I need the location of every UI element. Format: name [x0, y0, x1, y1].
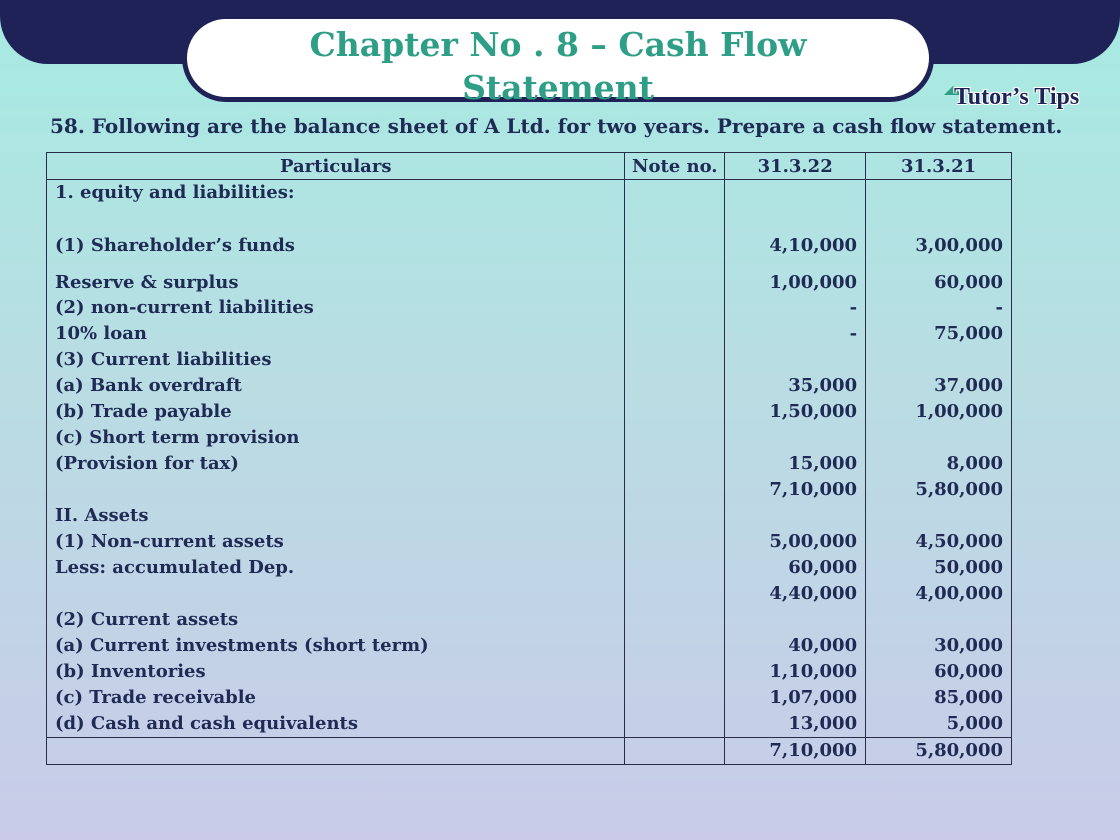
cell-value-2021: 75,000 — [866, 321, 1012, 347]
header-year-2021: 31.3.21 — [866, 153, 1012, 180]
cell-note — [625, 555, 725, 581]
cell-note — [625, 477, 725, 503]
cell-particular: (1) Non-current assets — [47, 529, 625, 555]
cell-note — [625, 451, 725, 477]
table-row — [47, 555, 1012, 581]
cell-value-2022 — [725, 180, 866, 207]
cell-particular: II. Assets — [47, 503, 625, 529]
cell-value-2022: 35,000 — [725, 373, 866, 399]
cell-note — [625, 659, 725, 685]
header-year-2022: 31.3.22 — [725, 153, 866, 180]
cell-note — [625, 685, 725, 711]
cell-value-2021 — [866, 607, 1012, 633]
table-row — [47, 259, 1012, 295]
cell-particular: (Provision for tax) — [47, 451, 625, 477]
cell-value-2021: 4,00,000 — [866, 581, 1012, 607]
cell-value-2022: 7,10,000 — [725, 477, 866, 503]
cell-note — [625, 373, 725, 399]
cell-value-2022: 5,00,000 — [725, 529, 866, 555]
table-row — [47, 633, 1012, 659]
cell-note — [625, 581, 725, 607]
cell-value-2021: 37,000 — [866, 373, 1012, 399]
cell-value-2022: 1,07,000 — [725, 685, 866, 711]
cell-note — [625, 529, 725, 555]
cell-particular: Less: accumulated Dep. — [47, 555, 625, 581]
table-row — [47, 738, 1012, 765]
table-row — [47, 295, 1012, 321]
cell-particular: (2) Current assets — [47, 607, 625, 633]
cell-value-2022 — [725, 347, 866, 373]
cell-value-2022 — [725, 503, 866, 529]
question-text: 58. Following are the balance sheet of A Ltd. for two years. Prepare a cash flow statement. — [50, 114, 1063, 138]
cell-value-2022: 40,000 — [725, 633, 866, 659]
cell-particular: (3) Current liabilities — [47, 347, 625, 373]
cell-value-2021 — [866, 347, 1012, 373]
table-row — [47, 321, 1012, 347]
table-row — [47, 659, 1012, 685]
cell-value-2021: 30,000 — [866, 633, 1012, 659]
page-title — [187, 19, 929, 109]
cell-note — [625, 607, 725, 633]
cell-particular: (1) Shareholder’s funds — [47, 206, 625, 259]
cell-note — [625, 425, 725, 451]
table-row — [47, 477, 1012, 503]
cell-note — [625, 321, 725, 347]
cell-note — [625, 399, 725, 425]
cell-note — [625, 738, 725, 765]
cell-value-2022: 4,40,000 — [725, 581, 866, 607]
cell-note — [625, 711, 725, 738]
cell-note — [625, 180, 725, 207]
table-row — [47, 607, 1012, 633]
cell-note — [625, 295, 725, 321]
balance-sheet-table — [46, 152, 1012, 765]
table-row — [47, 425, 1012, 451]
cell-value-2021: 5,80,000 — [866, 738, 1012, 765]
cell-value-2021: 85,000 — [866, 685, 1012, 711]
table-row — [47, 529, 1012, 555]
table-header-row — [47, 153, 1012, 180]
cell-value-2021: 4,50,000 — [866, 529, 1012, 555]
cell-value-2022: 4,10,000 — [725, 206, 866, 259]
cell-particular — [47, 477, 625, 503]
cell-value-2022 — [725, 607, 866, 633]
cell-note — [625, 347, 725, 373]
cell-value-2022: 7,10,000 — [725, 738, 866, 765]
tutors-tips-logo — [944, 80, 1084, 118]
cell-particular: (b) Trade payable — [47, 399, 625, 425]
table-row — [47, 685, 1012, 711]
cell-value-2022: 1,00,000 — [725, 259, 866, 295]
cell-particular: (c) Short term provision — [47, 425, 625, 451]
cell-value-2022: - — [725, 295, 866, 321]
table-row — [47, 399, 1012, 425]
cell-particular — [47, 738, 625, 765]
cell-value-2021: 60,000 — [866, 659, 1012, 685]
cell-value-2021: 8,000 — [866, 451, 1012, 477]
cell-particular: (c) Trade receivable — [47, 685, 625, 711]
cell-value-2022: 1,50,000 — [725, 399, 866, 425]
cell-note — [625, 259, 725, 295]
table-row — [47, 503, 1012, 529]
cell-particular: Reserve & surplus — [47, 259, 625, 295]
table-row — [47, 180, 1012, 207]
table-row — [47, 347, 1012, 373]
cell-particular: 10% loan — [47, 321, 625, 347]
cell-note — [625, 503, 725, 529]
cell-particular: (a) Current investments (short term) — [47, 633, 625, 659]
table-row — [47, 206, 1012, 259]
cell-note — [625, 633, 725, 659]
cell-note — [625, 206, 725, 259]
logo-text: Tutor’s Tips — [954, 84, 1080, 110]
cell-value-2021 — [866, 180, 1012, 207]
cell-value-2022: 1,10,000 — [725, 659, 866, 685]
header-particulars: Particulars — [47, 153, 625, 180]
cell-value-2021: - — [866, 295, 1012, 321]
cell-value-2021: 3,00,000 — [866, 206, 1012, 259]
cell-particular: (a) Bank overdraft — [47, 373, 625, 399]
cell-value-2021: 5,000 — [866, 711, 1012, 738]
table-row — [47, 711, 1012, 738]
title-banner — [182, 14, 934, 107]
title-line-1: Chapter No . 8 – Cash Flow — [309, 25, 807, 64]
cell-particular: (2) non-current liabilities — [47, 295, 625, 321]
title-line-2: Statement — [462, 68, 654, 107]
cell-value-2021: 60,000 — [866, 259, 1012, 295]
cell-value-2022: 60,000 — [725, 555, 866, 581]
cell-value-2021: 1,00,000 — [866, 399, 1012, 425]
table-row — [47, 581, 1012, 607]
cell-particular: 1. equity and liabilities: — [47, 180, 625, 207]
cell-particular: (b) Inventories — [47, 659, 625, 685]
cell-value-2021 — [866, 425, 1012, 451]
cell-particular — [47, 581, 625, 607]
header-note-no: Note no. — [625, 153, 725, 180]
table-row — [47, 373, 1012, 399]
cell-value-2021: 5,80,000 — [866, 477, 1012, 503]
cell-value-2022: 13,000 — [725, 711, 866, 738]
cell-value-2021 — [866, 503, 1012, 529]
cell-value-2022 — [725, 425, 866, 451]
cell-value-2022: 15,000 — [725, 451, 866, 477]
cell-value-2022: - — [725, 321, 866, 347]
table-row — [47, 451, 1012, 477]
cell-value-2021: 50,000 — [866, 555, 1012, 581]
cell-particular: (d) Cash and cash equivalents — [47, 711, 625, 738]
